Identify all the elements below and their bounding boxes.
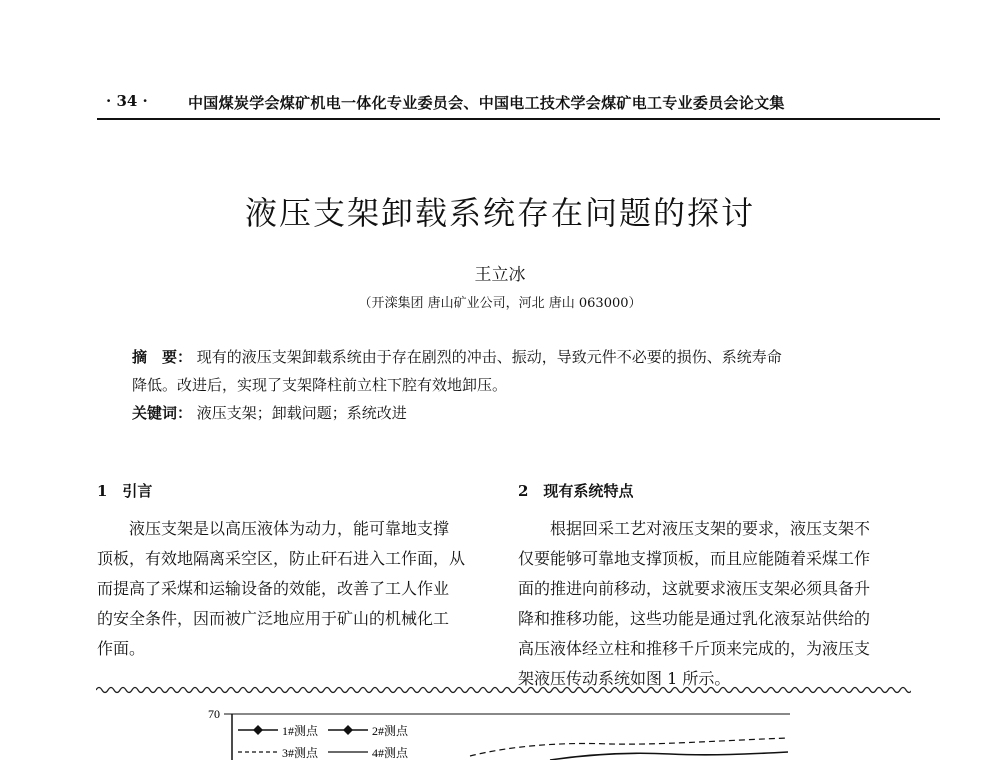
intro-line: 而提高了采煤和运输设备的效能，改善了工人作业 bbox=[97, 579, 450, 598]
intro-line: 顶板，有效地隔离采空区，防止矸石进入工作面，从 bbox=[97, 549, 466, 568]
abstract-label: 摘 要： bbox=[132, 348, 193, 366]
legend-marker-1 bbox=[253, 725, 263, 735]
intro-line: 作面。 bbox=[97, 639, 146, 658]
decorative-divider bbox=[96, 684, 911, 696]
features-line: 高压液体经立柱和推移千斤顶来完成的，为液压支 bbox=[518, 639, 871, 658]
ytick-70: 70 bbox=[208, 708, 220, 721]
section-2-body bbox=[518, 514, 918, 694]
header-rule bbox=[97, 118, 940, 120]
keywords-line bbox=[132, 399, 912, 427]
section-1-heading: 1 引言 bbox=[97, 482, 153, 500]
abstract-line-1 bbox=[132, 343, 912, 371]
abstract-text-2: 降低。改进后，实现了支架降柱前立柱下腔有效地卸压。 bbox=[132, 376, 508, 394]
features-line: 降和推移功能，这些功能是通过乳化液泵站供给的 bbox=[518, 609, 871, 628]
keywords-text: 液压支架；卸载问题；系统改进 bbox=[196, 404, 407, 422]
journal-title: 中国煤炭学会煤矿机电一体化专业委员会、中国电工技术学会煤矿电工专业委员会论文集 bbox=[188, 94, 785, 112]
keywords-label: 关键词： bbox=[132, 404, 193, 422]
features-line: 面的推进向前移动，这就要求液压支架必须具备升 bbox=[518, 579, 871, 598]
author-name: 王立冰 bbox=[474, 265, 526, 285]
author-affiliation: （开滦集团 唐山矿业公司，河北 唐山 063000） bbox=[358, 296, 642, 311]
section-2-heading: 2 现有系统特点 bbox=[518, 482, 634, 500]
paper-title: 液压支架卸载系统存在问题的探讨 bbox=[244, 194, 755, 232]
legend-label-2: 2#测点 bbox=[372, 724, 409, 738]
legend-label-3: 3#测点 bbox=[282, 746, 319, 760]
legend-marker-2 bbox=[343, 725, 353, 735]
intro-line: 液压支架是以高压液体为动力，能可靠地支撑 bbox=[129, 519, 450, 538]
legend-label-1: 1#测点 bbox=[282, 724, 319, 738]
features-line: 仅要能够可靠地支撑顶板，而且应能随着采煤工作 bbox=[518, 549, 871, 568]
abstract-text-1: 现有的液压支架卸载系统由于存在剧烈的冲击、振动，导致元件不必要的损伤、系统寿命 bbox=[196, 348, 782, 366]
series-curve-solid bbox=[550, 752, 788, 760]
abstract-block bbox=[132, 343, 912, 427]
intro-line: 的安全条件，因而被广泛地应用于矿山的机械化工 bbox=[97, 609, 450, 628]
features-line: 架液压传动系统如图 1 所示。 bbox=[518, 669, 731, 688]
page-number: · 34 · bbox=[106, 92, 148, 110]
legend-label-4: 4#测点 bbox=[372, 746, 409, 760]
section-1-body bbox=[97, 514, 497, 664]
figure-chart bbox=[190, 708, 810, 760]
features-line: 根据回采工艺对液压支架的要求，液压支架不 bbox=[550, 519, 871, 538]
